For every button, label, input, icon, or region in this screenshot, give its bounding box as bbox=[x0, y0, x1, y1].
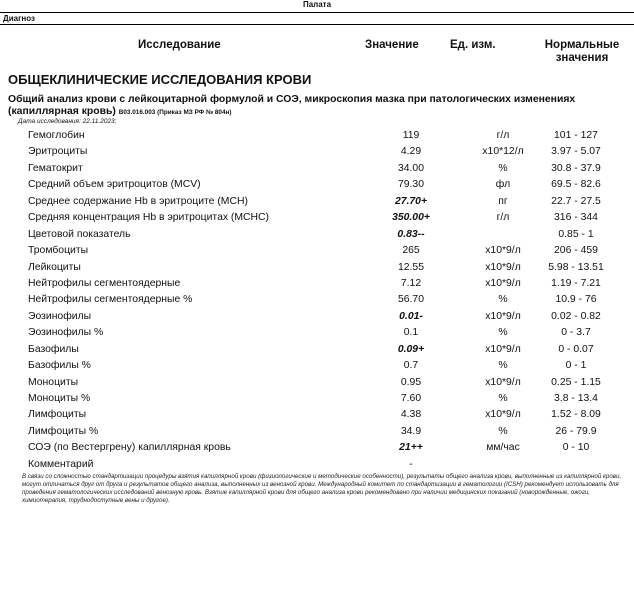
result-name: Эозинофилы % bbox=[28, 327, 104, 339]
result-norm: 3.8 - 13.4 bbox=[554, 393, 598, 404]
result-norm: 0.02 - 0.82 bbox=[551, 310, 601, 322]
result-norm: 3.97 - 5.07 bbox=[551, 146, 601, 158]
table-row bbox=[0, 177, 634, 193]
result-name: Комментарий bbox=[28, 458, 94, 470]
result-value: 12.55 bbox=[397, 261, 424, 273]
table-row bbox=[0, 440, 634, 456]
result-name: Гематокрит bbox=[28, 162, 83, 174]
result-value: 34.9 bbox=[400, 425, 422, 437]
result-name: Базофилы bbox=[28, 343, 79, 355]
table-row bbox=[0, 407, 634, 423]
result-value: 0.95 bbox=[400, 376, 422, 388]
test-title bbox=[8, 94, 633, 119]
result-name: Эритроциты bbox=[28, 146, 88, 158]
result-norm: 206 - 459 bbox=[554, 245, 598, 257]
result-unit: % bbox=[498, 327, 508, 339]
result-value: 7.12 bbox=[400, 277, 422, 289]
table-row bbox=[0, 391, 634, 407]
table-row bbox=[0, 358, 634, 374]
result-name: Нейтрофилы сегментоядерные bbox=[28, 277, 181, 289]
result-value: 34.00 bbox=[397, 162, 424, 174]
result-unit: x10*9/л bbox=[485, 376, 521, 388]
result-value: 0.7 bbox=[403, 360, 419, 372]
palata-label: Палата bbox=[302, 0, 332, 9]
diagnosis-label: Диагноз bbox=[3, 14, 35, 23]
column-header-unit: Ед. изм. bbox=[450, 39, 496, 51]
result-value: 56.70 bbox=[397, 294, 424, 306]
result-name: Лимфоциты bbox=[28, 409, 87, 421]
result-unit: % bbox=[498, 425, 508, 437]
result-name: Гемоглобин bbox=[28, 130, 85, 141]
result-name: Моноциты bbox=[28, 376, 79, 388]
test-name: Общий анализ крови с лейкоцитарной формулой и СОЭ, микроскопия мазка при патологических изменениях (капиллярная кровь) bbox=[8, 94, 576, 117]
result-unit: % bbox=[498, 360, 508, 372]
column-header-norm: Нормальные значения bbox=[544, 39, 620, 64]
result-name: Нейтрофилы сегментоядерные % bbox=[28, 294, 193, 306]
result-norm: 1.52 - 8.09 bbox=[551, 409, 601, 421]
result-norm: 26 - 79.9 bbox=[555, 425, 597, 437]
result-unit: x10*9/л bbox=[485, 261, 521, 273]
result-unit: x10*12/л bbox=[482, 146, 524, 158]
result-norm: 0 - 10 bbox=[562, 442, 590, 454]
table-row bbox=[0, 227, 634, 243]
section-title: ОБЩЕКЛИНИЧЕСКИЕ ИССЛЕДОВАНИЯ КРОВИ bbox=[8, 72, 312, 87]
result-norm: 0 - 0.07 bbox=[558, 343, 594, 355]
result-unit: г/л bbox=[496, 130, 510, 141]
result-norm: 0 - 3.7 bbox=[561, 327, 591, 339]
table-row bbox=[0, 161, 634, 177]
result-value: 0.1 bbox=[403, 327, 419, 339]
column-header-value: Значение bbox=[365, 39, 419, 51]
result-name: Тромбоциты bbox=[28, 245, 89, 257]
result-name: Средний объем эритроцитов (MCV) bbox=[28, 179, 201, 191]
result-name: СОЭ (по Вестергрену) капиллярная кровь bbox=[28, 442, 231, 454]
result-name: Средняя концентрация Hb в эритроцитах (MCHC) bbox=[28, 212, 270, 224]
table-row bbox=[0, 194, 634, 210]
result-value: 4.29 bbox=[400, 146, 422, 158]
table-row bbox=[0, 243, 634, 259]
table-row bbox=[0, 276, 634, 292]
result-norm: 0.85 - 1 bbox=[558, 228, 594, 240]
result-name: Лимфоциты % bbox=[28, 425, 99, 437]
result-unit: % bbox=[498, 162, 508, 174]
result-unit: % bbox=[498, 294, 508, 306]
table-row bbox=[0, 292, 634, 308]
result-value: 79.30 bbox=[397, 179, 424, 191]
result-unit: % bbox=[498, 393, 508, 404]
result-value: 265 bbox=[402, 245, 420, 257]
result-norm: 30.8 - 37.9 bbox=[551, 162, 601, 174]
test-date: Дата исследования: 22.11.2023; bbox=[18, 118, 117, 125]
result-unit: мм/час bbox=[486, 442, 520, 454]
column-header-test: Исследование bbox=[138, 39, 221, 51]
result-norm: 1.19 - 7.21 bbox=[551, 277, 601, 289]
table-row bbox=[0, 210, 634, 226]
result-norm: 0.25 - 1.15 bbox=[551, 376, 601, 388]
result-unit: x10*9/л bbox=[485, 245, 521, 257]
palata-header bbox=[0, 0, 634, 13]
table-row bbox=[0, 260, 634, 276]
result-value: 21++ bbox=[399, 442, 423, 454]
result-unit: г/л bbox=[496, 212, 510, 224]
diagnosis-row bbox=[0, 13, 634, 25]
table-row bbox=[0, 424, 634, 440]
result-name: Эозинофилы bbox=[28, 310, 92, 322]
result-value: 27.70+ bbox=[394, 195, 428, 207]
result-name: Цветовой показатель bbox=[28, 228, 131, 240]
result-unit: пг bbox=[498, 195, 508, 207]
result-value: - bbox=[409, 458, 413, 470]
results-table bbox=[0, 128, 634, 473]
result-name: Базофилы % bbox=[28, 360, 91, 372]
table-row bbox=[0, 342, 634, 358]
table-row bbox=[0, 128, 634, 144]
table-row bbox=[0, 325, 634, 341]
result-value: 7.60 bbox=[400, 393, 422, 404]
result-norm: 10.9 - 76 bbox=[555, 294, 597, 306]
result-unit: фл bbox=[495, 179, 511, 191]
result-norm: 0 - 1 bbox=[565, 360, 587, 372]
result-unit: x10*9/л bbox=[485, 343, 521, 355]
table-row bbox=[0, 457, 634, 473]
result-value: 350.00+ bbox=[392, 212, 430, 224]
result-norm: 5.98 - 13.51 bbox=[548, 261, 604, 273]
result-value: 4.38 bbox=[400, 409, 422, 421]
result-name: Среднее содержание Hb в эритроците (MCH) bbox=[28, 195, 248, 207]
result-value: 0.09+ bbox=[397, 343, 425, 355]
result-norm: 101 - 127 bbox=[554, 130, 598, 141]
table-row bbox=[0, 144, 634, 160]
result-norm: 69.5 - 82.6 bbox=[551, 179, 601, 191]
result-norm: 22.7 - 27.5 bbox=[551, 195, 601, 207]
result-unit: x10*9/л bbox=[485, 310, 521, 322]
result-name: Лейкоциты bbox=[28, 261, 81, 273]
result-norm: 316 - 344 bbox=[554, 212, 598, 224]
footnote: В связи со сложностью стандартизации процедуры взятия капиллярной крови (физиологические и методические особенности), результаты общего анализа крови, выполненные из капиллярной крови, могут отличаться друг от друга и результатов общего анализа, выполненных из венозной крови. Международный комитет по стандартизации в гематологии (ICSH) рекомендует использовать для проведения гематологических исследований венозную кровь. Взятие капиллярной крови для общего анализа крови рекомендовано при наличии медицинских показаний (новорожденные, ожоги, химиотерапия, труднодоступные вены и другое). bbox=[22, 473, 622, 504]
result-value: 119 bbox=[402, 130, 420, 141]
result-value: 0.83-- bbox=[397, 228, 425, 240]
result-value: 0.01- bbox=[399, 310, 423, 322]
result-name: Моноциты % bbox=[28, 393, 91, 404]
test-code: B03.016.003 (Приказ МЗ РФ № 804н) bbox=[118, 109, 232, 116]
table-row bbox=[0, 309, 634, 325]
result-unit: x10*9/л bbox=[485, 409, 521, 421]
result-unit: x10*9/л bbox=[485, 277, 521, 289]
table-row bbox=[0, 375, 634, 391]
